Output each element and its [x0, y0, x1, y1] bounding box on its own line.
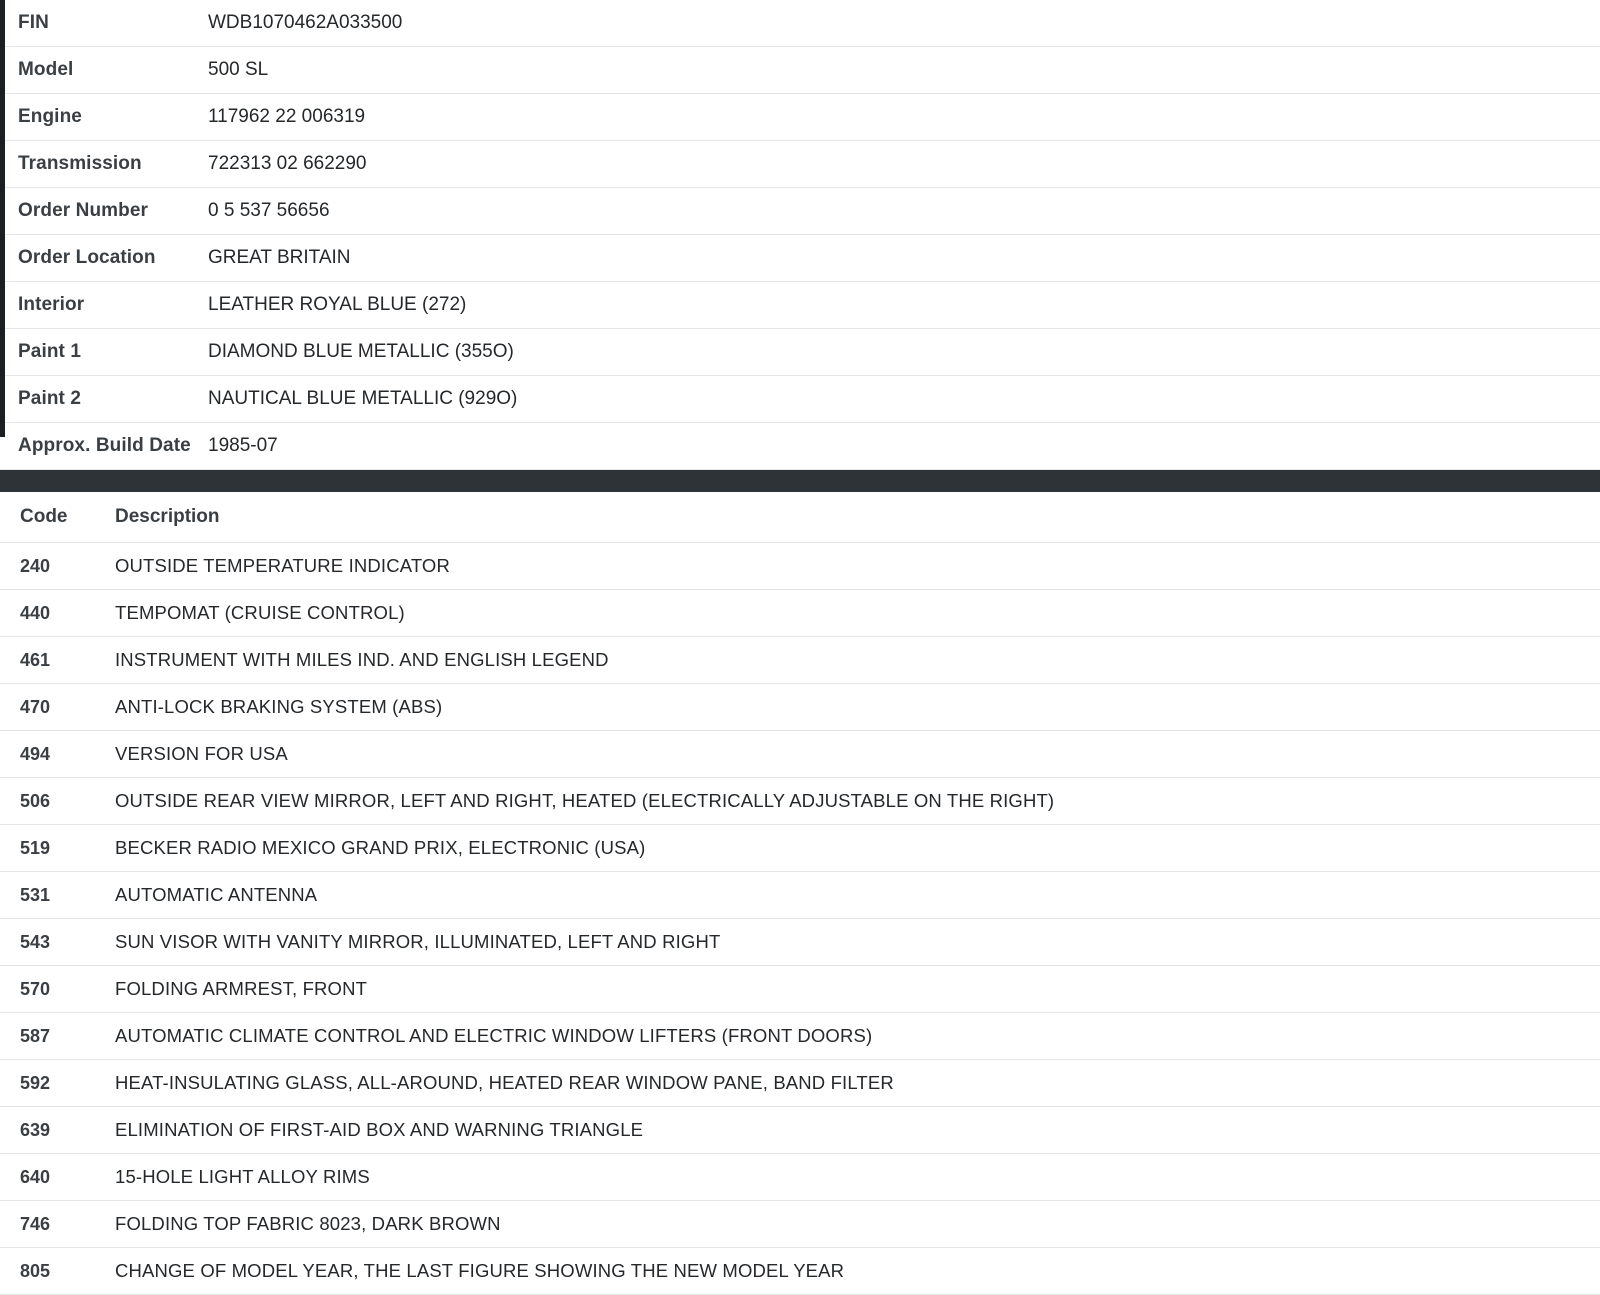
option-description: CHANGE OF MODEL YEAR, THE LAST FIGURE SHOWING THE NEW MODEL YEAR: [115, 1260, 845, 1281]
option-code: 461: [20, 649, 51, 670]
section-divider-band: [0, 470, 1600, 492]
spec-label: Transmission: [18, 153, 142, 174]
option-description: ELIMINATION OF FIRST-AID BOX AND WARNING TRIANGLE: [115, 1119, 644, 1140]
table-row: [0, 637, 1600, 684]
spec-label: Engine: [18, 106, 82, 127]
table-row: [0, 590, 1600, 637]
table-row: [0, 188, 1600, 235]
table-row: [0, 423, 1600, 470]
table-row: [0, 47, 1600, 94]
table-row: [0, 1107, 1600, 1154]
table-row: [0, 141, 1600, 188]
option-description: SUN VISOR WITH VANITY MIRROR, ILLUMINATED, LEFT AND RIGHT: [115, 931, 721, 952]
option-description: VERSION FOR USA: [115, 743, 288, 764]
option-description: FOLDING TOP FABRIC 8023, DARK BROWN: [115, 1213, 501, 1234]
spec-label: Approx. Build Date: [18, 435, 191, 456]
spec-value: 500 SL: [208, 59, 269, 80]
spec-label: Paint 1: [18, 341, 81, 362]
spec-label: Model: [18, 59, 74, 80]
option-code: 746: [20, 1213, 51, 1234]
spec-value: 0 5 537 56656: [208, 200, 330, 221]
table-row: [0, 1201, 1600, 1248]
option-code: 531: [20, 884, 51, 905]
vehicle-spec-table: [0, 0, 1600, 470]
options-table-head: [0, 492, 1600, 543]
option-description: 15-HOLE LIGHT ALLOY RIMS: [115, 1166, 370, 1187]
option-description: HEAT-INSULATING GLASS, ALL-AROUND, HEATED REAR WINDOW PANE, BAND FILTER: [115, 1072, 894, 1093]
spec-value: 1985-07: [208, 435, 278, 456]
spec-value: 117962 22 006319: [208, 106, 366, 127]
table-row: [0, 543, 1600, 590]
spec-label: FIN: [18, 12, 49, 33]
option-description: TEMPOMAT (CRUISE CONTROL): [115, 602, 405, 623]
table-row: [0, 235, 1600, 282]
option-description: OUTSIDE TEMPERATURE INDICATOR: [115, 555, 450, 576]
option-code: 519: [20, 837, 51, 858]
spec-value: WDB1070462A033500: [208, 12, 403, 33]
options-table: [0, 492, 1600, 1295]
table-header-row: [0, 492, 1600, 543]
spec-label: Interior: [18, 294, 85, 315]
table-row: [0, 778, 1600, 825]
spec-value: LEATHER ROYAL BLUE (272): [208, 294, 467, 315]
table-row: [0, 919, 1600, 966]
options-table-body: [0, 543, 1600, 1295]
table-row: [0, 1248, 1600, 1295]
spec-value: 722313 02 662290: [208, 153, 367, 174]
option-code: 592: [20, 1072, 51, 1093]
table-row: [0, 94, 1600, 141]
spec-value: DIAMOND BLUE METALLIC (355O): [208, 341, 514, 362]
table-row: [0, 966, 1600, 1013]
table-row: [0, 0, 1600, 47]
table-row: [0, 329, 1600, 376]
option-description: AUTOMATIC ANTENNA: [115, 884, 318, 905]
option-code: 506: [20, 790, 51, 811]
spec-label: Paint 2: [18, 388, 81, 409]
option-description: OUTSIDE REAR VIEW MIRROR, LEFT AND RIGHT, HEATED (ELECTRICALLY ADJUSTABLE ON THE RIGHT): [115, 790, 1055, 811]
spec-label: Order Number: [18, 200, 149, 221]
option-code: 640: [20, 1166, 51, 1187]
option-description: INSTRUMENT WITH MILES IND. AND ENGLISH LEGEND: [115, 649, 609, 670]
table-row: [0, 684, 1600, 731]
option-code: 440: [20, 602, 51, 623]
table-row: [0, 376, 1600, 423]
option-code: 587: [20, 1025, 51, 1046]
table-row: [0, 1154, 1600, 1201]
column-header-description: Description: [115, 506, 220, 527]
option-code: 570: [20, 978, 51, 999]
table-row: [0, 1060, 1600, 1107]
vehicle-spec-body: [0, 0, 1600, 470]
option-code: 805: [20, 1260, 51, 1281]
column-header-code: Code: [20, 506, 68, 527]
option-description: FOLDING ARMREST, FRONT: [115, 978, 368, 999]
option-description: AUTOMATIC CLIMATE CONTROL AND ELECTRIC WINDOW LIFTERS (FRONT DOORS): [115, 1025, 873, 1046]
table-row: [0, 825, 1600, 872]
spec-label: Order Location: [18, 247, 156, 268]
option-code: 240: [20, 555, 51, 576]
option-code: 639: [20, 1119, 51, 1140]
option-code: 543: [20, 931, 51, 952]
table-row: [0, 731, 1600, 778]
table-row: [0, 282, 1600, 329]
option-description: ANTI-LOCK BRAKING SYSTEM (ABS): [115, 696, 443, 717]
spec-value: GREAT BRITAIN: [208, 247, 351, 268]
table-row: [0, 872, 1600, 919]
table-row: [0, 1013, 1600, 1060]
option-code: 494: [20, 743, 51, 764]
option-code: 470: [20, 696, 51, 717]
option-description: BECKER RADIO MEXICO GRAND PRIX, ELECTRONIC (USA): [115, 837, 646, 858]
spec-value: NAUTICAL BLUE METALLIC (929O): [208, 388, 518, 409]
